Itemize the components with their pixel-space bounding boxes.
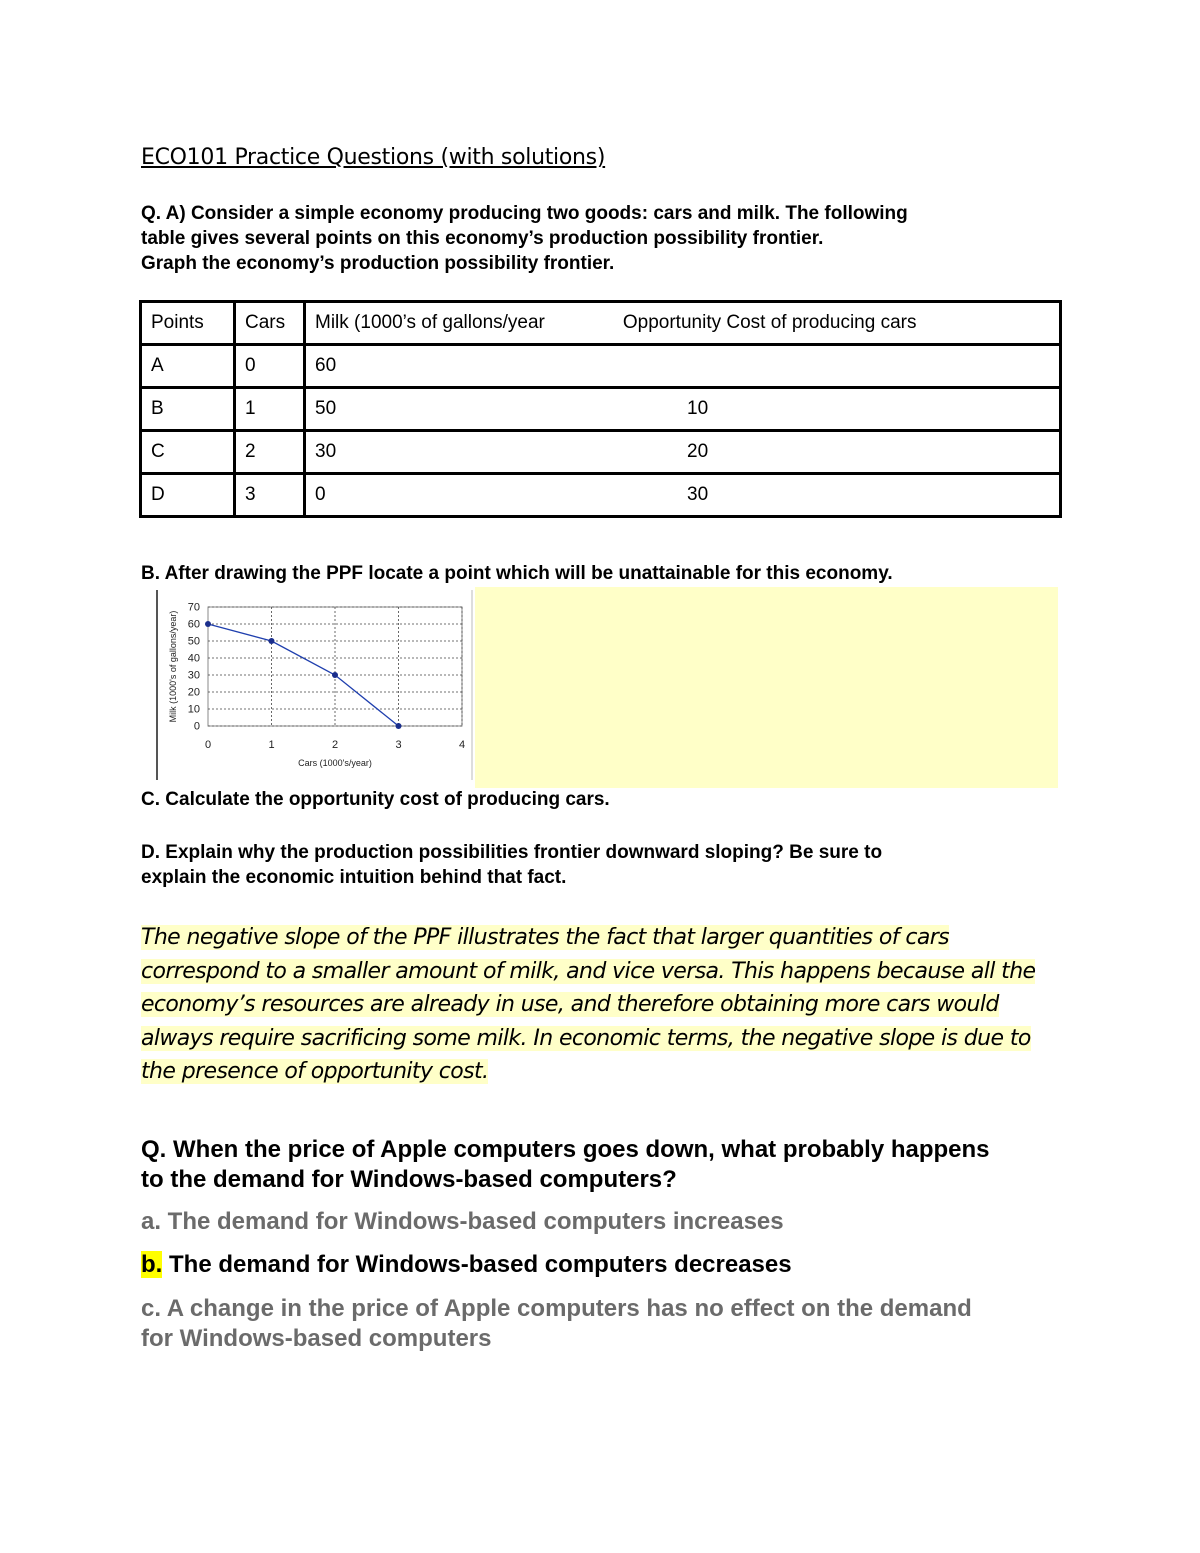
cell-milk: 60 bbox=[315, 355, 337, 376]
header-opportunity-cost: Opportunity Cost of producing cars bbox=[622, 312, 917, 333]
cell-point: B bbox=[141, 388, 235, 431]
y-tick-label: 10 bbox=[187, 703, 200, 716]
ppf-point bbox=[332, 672, 338, 678]
y-tick-label: 20 bbox=[187, 686, 200, 699]
cell-cars: 2 bbox=[235, 431, 305, 474]
option-b bbox=[141, 1251, 792, 1279]
cell-point: A bbox=[141, 345, 235, 388]
ppf-chart-svg bbox=[156, 590, 474, 780]
question-d bbox=[141, 840, 882, 890]
option-b-letter: b. bbox=[141, 1251, 163, 1278]
cell-cars: 1 bbox=[235, 388, 305, 431]
table-row bbox=[141, 474, 1061, 517]
option-c-line: c. A change in the price of Apple computers has no effect on the demand bbox=[141, 1295, 972, 1322]
question-2 bbox=[141, 1135, 990, 1195]
x-axis-label: Cars (1000's/year) bbox=[298, 758, 372, 768]
x-tick-label: 0 bbox=[204, 739, 212, 751]
cell-cars: 0 bbox=[235, 345, 305, 388]
table-row bbox=[141, 345, 1061, 388]
header-cars: Cars bbox=[235, 302, 305, 345]
table-row bbox=[141, 388, 1061, 431]
cell-milk: 0 bbox=[315, 484, 326, 505]
answer-d-line: The negative slope of the PPF illustrates the fact that larger quantities of cars bbox=[141, 925, 950, 950]
cell-opportunity-cost: 20 bbox=[687, 441, 709, 462]
table-header-row bbox=[141, 302, 1061, 345]
y-tick-label: 70 bbox=[187, 601, 200, 614]
page-title: ECO101 Practice Questions (with solutions) bbox=[141, 145, 606, 170]
cell-cars: 3 bbox=[235, 474, 305, 517]
x-tick-label: 4 bbox=[458, 739, 466, 751]
x-tick-label: 2 bbox=[331, 739, 339, 751]
question-d-line: explain the economic intuition behind that fact. bbox=[141, 867, 567, 888]
cell-milk-and-cost bbox=[305, 388, 1061, 431]
y-tick-label: 40 bbox=[187, 652, 200, 665]
cell-milk: 30 bbox=[315, 441, 337, 462]
option-c bbox=[141, 1294, 972, 1354]
question-b: B. After drawing the PPF locate a point which will be unattainable for this economy. bbox=[141, 563, 893, 584]
question-2-line: Q. When the price of Apple computers goes down, what probably happens bbox=[141, 1136, 990, 1163]
y-tick-label: 50 bbox=[187, 635, 200, 648]
question-a-line: Q. A) Consider a simple economy producing two goods: cars and milk. The following bbox=[141, 203, 908, 224]
option-a: a. The demand for Windows-based computers increases bbox=[141, 1208, 784, 1235]
cell-opportunity-cost: 10 bbox=[687, 398, 709, 419]
option-b-text: The demand for Windows-based computers decreases bbox=[162, 1251, 792, 1278]
header-milk-and-cost bbox=[305, 302, 1061, 345]
cell-opportunity-cost: 30 bbox=[687, 484, 709, 505]
cell-point: C bbox=[141, 431, 235, 474]
ppf-point bbox=[205, 621, 211, 627]
answer-d bbox=[141, 921, 1035, 1089]
ppf-table bbox=[139, 300, 1062, 518]
y-axis-label: Milk (1000's of gallons/year) bbox=[168, 610, 178, 723]
cell-milk-and-cost bbox=[305, 431, 1061, 474]
table-row bbox=[141, 431, 1061, 474]
cell-milk-and-cost bbox=[305, 345, 1061, 388]
ppf-point bbox=[396, 723, 402, 729]
y-tick-label: 0 bbox=[193, 720, 200, 733]
cell-milk: 50 bbox=[315, 398, 337, 419]
cell-milk-and-cost bbox=[305, 474, 1061, 517]
cell-point: D bbox=[141, 474, 235, 517]
answer-d-line: economy’s resources are already in use, and therefore obtaining more cars would bbox=[141, 992, 999, 1017]
question-a-line: Graph the economy’s production possibility frontier. bbox=[141, 253, 615, 274]
question-d-line: D. Explain why the production possibilities frontier downward sloping? Be sure to bbox=[141, 842, 883, 863]
question-a-line: table gives several points on this economy’s production possibility frontier. bbox=[141, 228, 824, 249]
ppf-point bbox=[269, 638, 275, 644]
question-a bbox=[141, 201, 1041, 276]
answer-highlight-area bbox=[475, 587, 1058, 788]
header-milk: Milk (1000’s of gallons/year bbox=[315, 312, 545, 333]
option-c-line: for Windows-based computers bbox=[141, 1325, 492, 1352]
x-tick-label: 1 bbox=[268, 739, 275, 751]
question-c: C. Calculate the opportunity cost of producing cars. bbox=[141, 789, 610, 810]
answer-d-line: always require sacrificing some milk. In economic terms, the negative slope is due to bbox=[141, 1025, 1031, 1051]
y-tick-label: 60 bbox=[187, 618, 200, 631]
header-points: Points bbox=[141, 302, 235, 345]
answer-d-line: the presence of opportunity cost. bbox=[141, 1059, 489, 1084]
x-tick-label: 3 bbox=[395, 739, 402, 751]
question-2-line: to the demand for Windows-based computers? bbox=[141, 1166, 677, 1193]
answer-d-line: correspond to a smaller amount of milk, and vice versa. This happens because all the bbox=[141, 958, 1036, 984]
ppf-chart bbox=[156, 590, 474, 780]
y-tick-label: 30 bbox=[187, 669, 200, 682]
